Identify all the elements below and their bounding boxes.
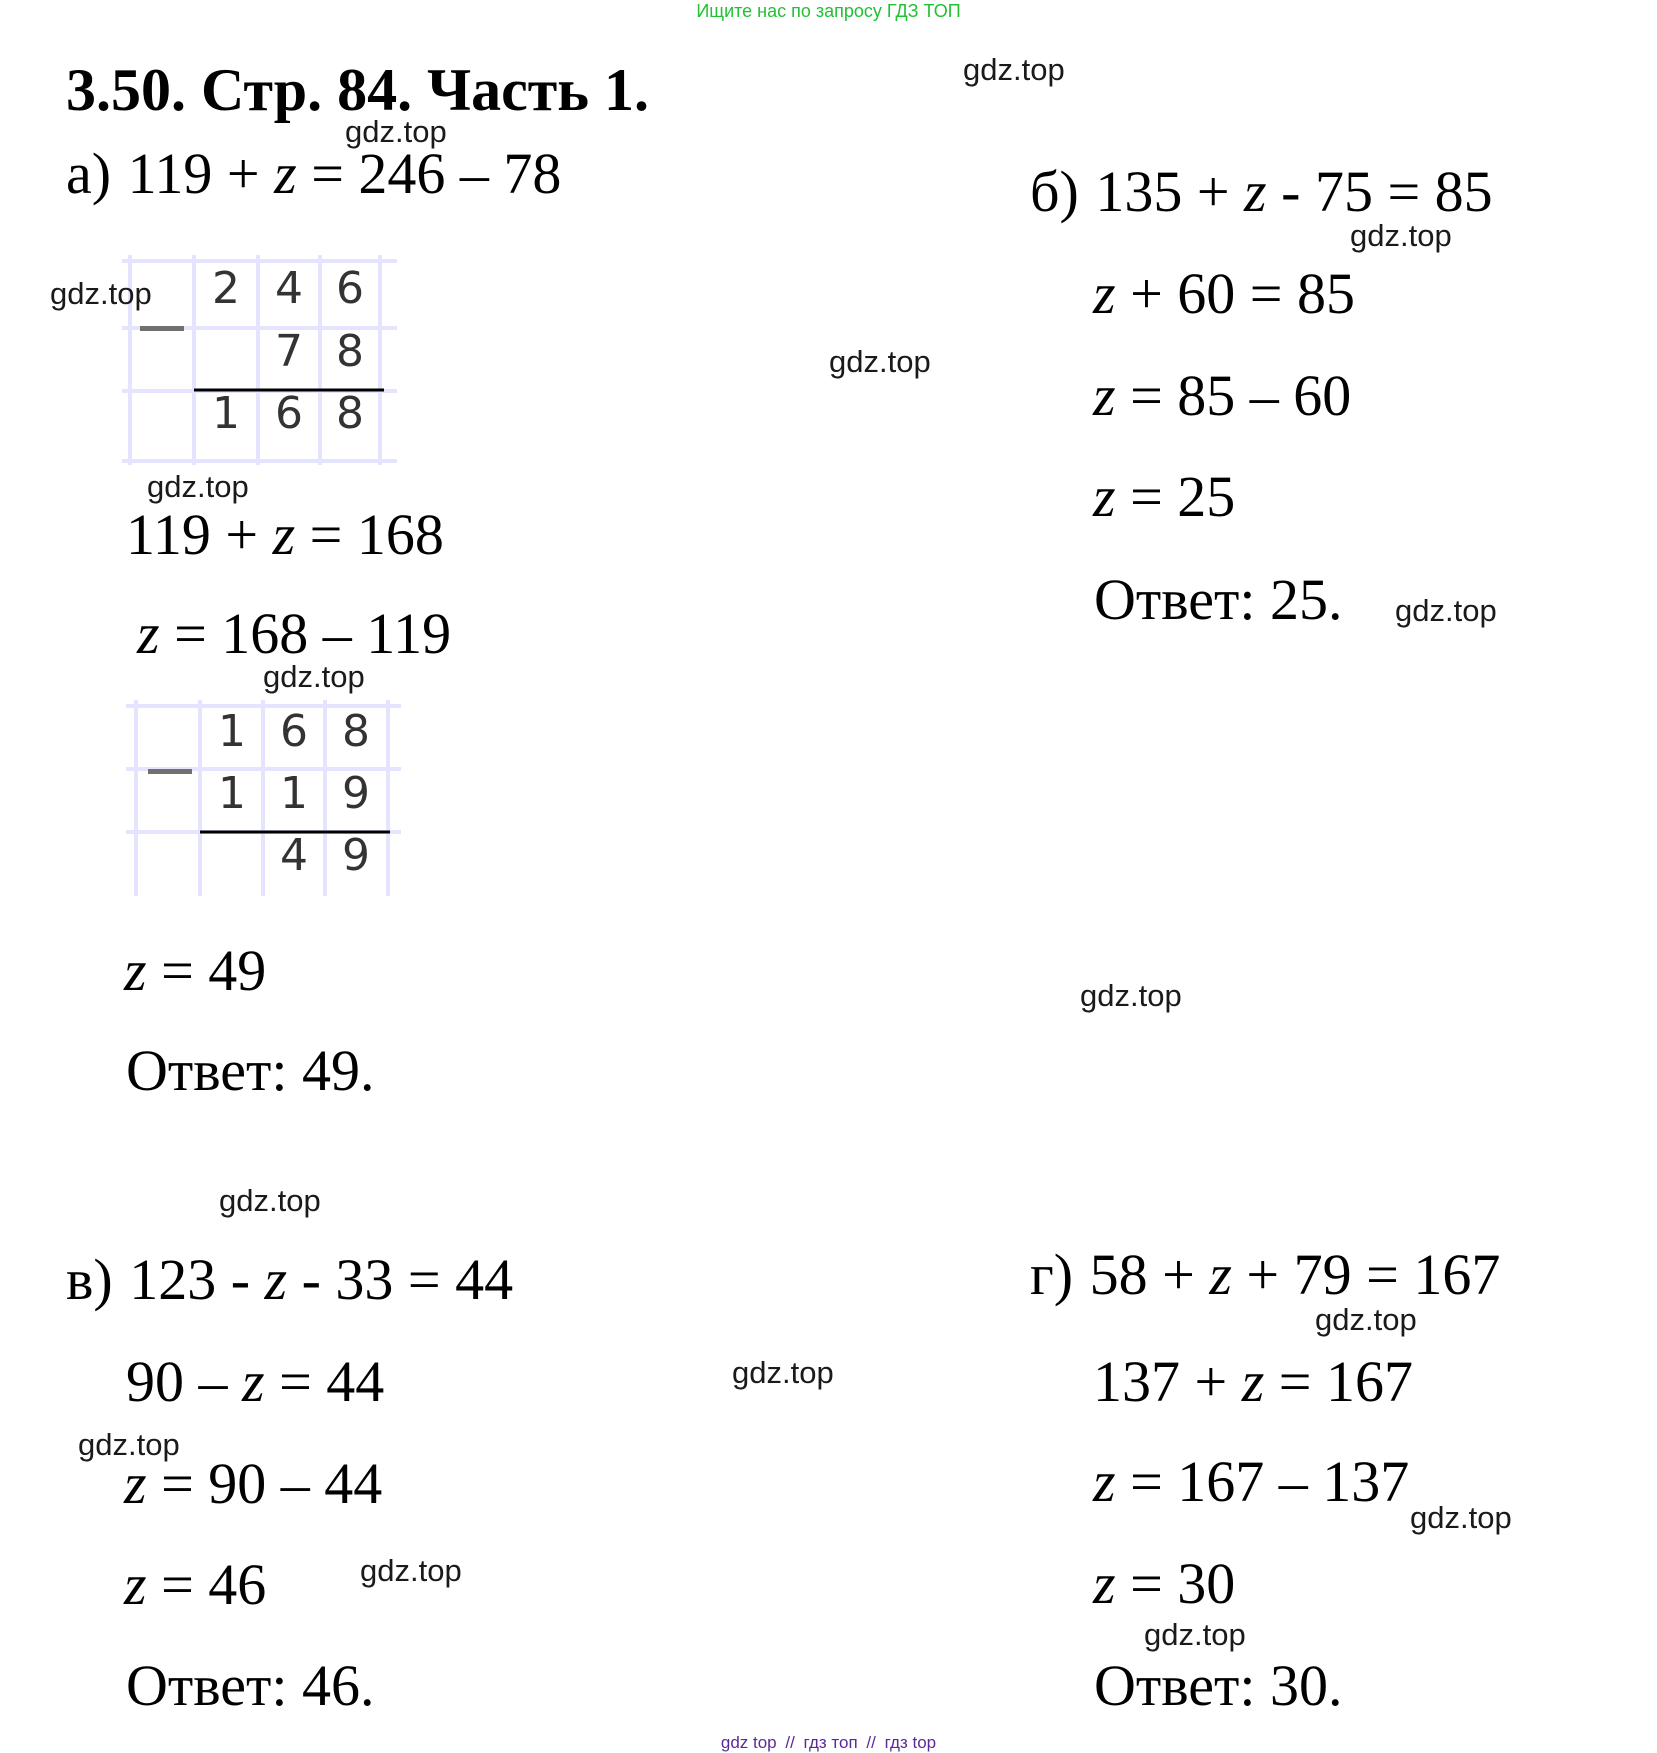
digit: 4	[275, 263, 303, 314]
step-rhs: = 90 – 44	[161, 1451, 383, 1516]
watermark: gdz.top	[1315, 1302, 1417, 1337]
minus-sign	[140, 326, 184, 331]
step-variable: z	[1093, 1551, 1116, 1616]
step-rhs: = 46	[161, 1552, 267, 1617]
step-variable: z	[242, 1349, 265, 1414]
part-a-step-2	[137, 601, 452, 666]
part-g-answer: Ответ: 30.	[1094, 1653, 1343, 1718]
step-rhs: = 85 – 60	[1130, 363, 1352, 428]
part-b-step-1	[1093, 261, 1355, 326]
part-g-step-3	[1093, 1551, 1236, 1616]
digit: 1	[218, 768, 246, 819]
part-v-step-3	[124, 1552, 267, 1617]
watermark: gdz.top	[963, 52, 1065, 87]
step-variable: z	[1093, 363, 1116, 428]
step-rhs: = 44	[279, 1349, 385, 1414]
digit: 8	[336, 326, 364, 377]
digit: 8	[336, 388, 364, 439]
part-g-label: г)	[1030, 1242, 1074, 1307]
digit: 4	[280, 830, 308, 881]
part-g-step-2	[1093, 1449, 1410, 1514]
watermark: gdz.top	[1080, 978, 1182, 1013]
step-rhs: + 60 = 85	[1130, 261, 1355, 326]
part-v-step-2	[124, 1451, 383, 1516]
digit: 8	[342, 706, 370, 757]
watermark: gdz.top	[1395, 593, 1497, 628]
step-rhs: = 49	[161, 938, 267, 1003]
step-rhs: = 25	[1130, 464, 1236, 529]
digit: 1	[218, 706, 246, 757]
footer-link-gdz-top-ru[interactable]: гдз топ	[803, 1733, 858, 1752]
digit: 9	[342, 768, 370, 819]
step-variable: z	[124, 1451, 147, 1516]
step-rhs: = 168	[309, 502, 444, 567]
equation-rhs: = 246 – 78	[311, 141, 562, 206]
part-b-equation	[1030, 159, 1493, 224]
part-a-label: а)	[66, 141, 112, 206]
footer-separator: //	[785, 1733, 795, 1752]
part-b-step-3	[1093, 464, 1236, 529]
watermark: gdz.top	[1410, 1500, 1512, 1535]
digit: 6	[275, 388, 303, 439]
equation-variable: z	[264, 1247, 288, 1312]
step-rhs: = 168 – 119	[174, 601, 452, 666]
step-variable: z	[1093, 261, 1116, 326]
watermark: gdz.top	[78, 1427, 180, 1462]
step-variable: z	[124, 938, 147, 1003]
digit: 1	[212, 388, 240, 439]
step-variable: z	[1093, 464, 1116, 529]
footer-link-gdz-top-mixed[interactable]: гдз top	[884, 1733, 937, 1752]
digit: 6	[336, 263, 364, 314]
step-variable: z	[272, 502, 296, 567]
watermark: gdz.top	[50, 276, 152, 311]
step-lhs: 137 +	[1093, 1349, 1228, 1414]
part-v-label: в)	[66, 1247, 113, 1312]
part-g-step-1	[1093, 1349, 1414, 1414]
column-subtraction-1	[122, 255, 402, 471]
watermark: gdz.top	[219, 1183, 321, 1218]
part-g-equation	[1030, 1242, 1501, 1307]
equation-lhs: 119 +	[127, 141, 260, 206]
step-variable: z	[137, 601, 160, 666]
watermark: gdz.top	[263, 659, 365, 694]
footer-link-gdz-top[interactable]: gdz top	[720, 1733, 777, 1752]
equation-lhs: 58 +	[1089, 1242, 1195, 1307]
part-v-equation	[66, 1247, 514, 1312]
digit: 1	[280, 768, 308, 819]
equation-lhs: 123 -	[129, 1247, 251, 1312]
step-variable: z	[1241, 1349, 1265, 1414]
step-rhs: = 167 – 137	[1130, 1449, 1410, 1514]
step-rhs: = 167	[1278, 1349, 1414, 1414]
step-lhs: 119 +	[126, 502, 259, 567]
part-b-label: б)	[1030, 159, 1079, 224]
footer-separator: //	[866, 1733, 876, 1752]
step-lhs: 90 –	[126, 1349, 228, 1414]
footer-links	[0, 1733, 1657, 1753]
part-b-answer: Ответ: 25.	[1094, 567, 1343, 632]
equation-variable: z	[1244, 159, 1267, 224]
step-rhs: = 30	[1130, 1551, 1236, 1616]
part-a-step-1	[126, 502, 444, 567]
part-a-equation	[66, 141, 562, 206]
watermark: gdz.top	[732, 1355, 834, 1390]
part-v-step-1	[126, 1349, 385, 1414]
digit: 6	[280, 706, 308, 757]
part-b-step-2	[1093, 363, 1352, 428]
digit: 7	[275, 326, 303, 377]
equation-lhs: 135 +	[1095, 159, 1230, 224]
watermark: gdz.top	[829, 344, 931, 379]
part-v-answer: Ответ: 46.	[126, 1653, 375, 1718]
equation-rhs: - 33 = 44	[301, 1247, 514, 1312]
column-subtraction-2	[126, 700, 406, 900]
equation-rhs: - 75 = 85	[1281, 159, 1493, 224]
part-a-step-3	[124, 938, 267, 1003]
digit: 9	[342, 830, 370, 881]
step-variable: z	[1093, 1449, 1116, 1514]
equation-variable: z	[1209, 1242, 1232, 1307]
watermark: gdz.top	[147, 469, 249, 504]
watermark: gdz.top	[360, 1553, 462, 1588]
equation-variable: z	[274, 141, 297, 206]
watermark: gdz.top	[1144, 1617, 1246, 1652]
part-a-answer: Ответ: 49.	[126, 1038, 375, 1103]
watermark: gdz.top	[345, 114, 447, 149]
page-title: 3.50. Стр. 84. Часть 1.	[66, 57, 649, 123]
step-variable: z	[124, 1552, 147, 1617]
equation-rhs: + 79 = 167	[1246, 1242, 1501, 1307]
top-banner-link[interactable]: Ищите нас по запросу ГДЗ ТОП	[696, 1, 961, 21]
minus-sign	[148, 769, 192, 774]
watermark: gdz.top	[1350, 218, 1452, 253]
digit: 2	[212, 263, 240, 314]
